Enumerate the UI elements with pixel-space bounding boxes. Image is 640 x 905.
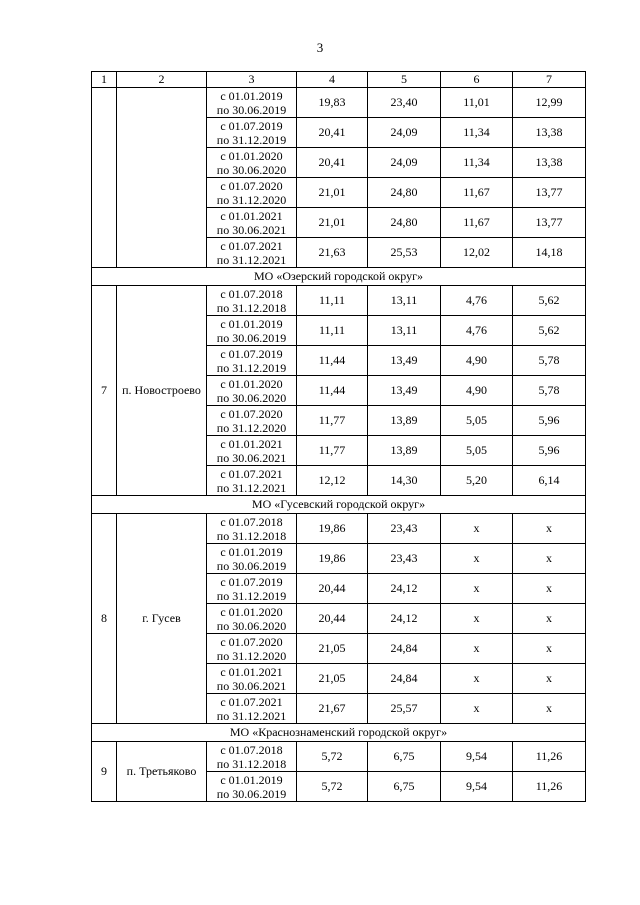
settlement-cell: п. Третьяково: [117, 742, 207, 802]
tariff-value-c7: 5,62: [513, 316, 586, 346]
mo-section-title: МО «Озерский городской округ»: [92, 268, 586, 286]
tariff-value-c6: х: [441, 544, 513, 574]
tariff-value-c7: 12,99: [513, 88, 586, 118]
period-from: с 01.07.2021: [220, 466, 283, 481]
tariff-value-c6: х: [441, 694, 513, 724]
tariff-value-c5: 24,84: [368, 634, 441, 664]
period-to: по 30.06.2020: [216, 162, 287, 177]
period-from: с 01.01.2020: [220, 148, 283, 163]
tariff-value-c7: 14,18: [513, 238, 586, 268]
period-to: по 31.12.2021: [216, 708, 287, 723]
tariff-value-c7: х: [513, 694, 586, 724]
table-row: [92, 286, 586, 316]
tariff-value-c5: 13,11: [368, 316, 441, 346]
tariff-value-c5: 23,40: [368, 88, 441, 118]
tariff-value-c5: 23,43: [368, 544, 441, 574]
tariff-value-c7: х: [513, 604, 586, 634]
tariff-value-c4: 21,05: [297, 664, 368, 694]
period-cell: [207, 664, 297, 694]
period-cell: [207, 634, 297, 664]
period-to: по 30.06.2021: [216, 222, 287, 237]
period-from: с 01.07.2020: [220, 406, 283, 421]
period-from: с 01.07.2019: [220, 118, 283, 133]
period-from: с 01.07.2020: [220, 634, 283, 649]
tariff-value-c5: 23,43: [368, 514, 441, 544]
tariff-value-c6: 11,34: [441, 148, 513, 178]
tariff-value-c6: 11,34: [441, 118, 513, 148]
table-row: [92, 514, 586, 544]
period-cell: [207, 574, 297, 604]
tariff-value-c7: 5,96: [513, 436, 586, 466]
tariff-value-c5: 6,75: [368, 742, 441, 772]
tariff-value-c4: 11,44: [297, 346, 368, 376]
tariff-value-c7: 6,14: [513, 466, 586, 496]
tariff-value-c5: 24,80: [368, 208, 441, 238]
column-header: 5: [368, 72, 441, 88]
tariff-value-c7: 13,77: [513, 178, 586, 208]
tariff-value-c4: 20,41: [297, 148, 368, 178]
period-to: по 30.06.2021: [216, 678, 287, 693]
tariff-value-c4: 11,44: [297, 376, 368, 406]
tariff-value-c6: х: [441, 574, 513, 604]
period-from: с 01.07.2020: [220, 178, 283, 193]
tariff-value-c5: 13,49: [368, 346, 441, 376]
period-to: по 31.12.2018: [216, 528, 287, 543]
period-to: по 31.12.2020: [216, 420, 287, 435]
period-cell: [207, 88, 297, 118]
tariff-value-c5: 24,12: [368, 604, 441, 634]
tariff-value-c6: 4,90: [441, 346, 513, 376]
period-cell: [207, 406, 297, 436]
tariff-value-c7: х: [513, 574, 586, 604]
tariff-value-c5: 24,84: [368, 664, 441, 694]
tariff-value-c4: 19,83: [297, 88, 368, 118]
tariff-value-c4: 21,01: [297, 178, 368, 208]
tariff-value-c6: 11,67: [441, 208, 513, 238]
tariff-value-c5: 25,57: [368, 694, 441, 724]
tariff-value-c7: 5,62: [513, 286, 586, 316]
tariff-value-c5: 13,89: [368, 406, 441, 436]
tariff-value-c7: 13,38: [513, 118, 586, 148]
column-header: 6: [441, 72, 513, 88]
tariff-value-c6: 9,54: [441, 772, 513, 802]
period-cell: [207, 118, 297, 148]
page-number: 3: [316, 40, 324, 55]
period-cell: [207, 772, 297, 802]
tariff-value-c4: 21,63: [297, 238, 368, 268]
period-from: с 01.01.2020: [220, 376, 283, 391]
period-from: с 01.01.2019: [220, 544, 283, 559]
tariff-value-c6: х: [441, 664, 513, 694]
row-number-cell: 8: [92, 514, 117, 724]
period-to: по 31.12.2020: [216, 192, 287, 207]
period-from: с 01.07.2021: [220, 238, 283, 253]
tariff-value-c7: х: [513, 544, 586, 574]
tariff-value-c4: 11,11: [297, 316, 368, 346]
period-cell: [207, 376, 297, 406]
tariff-value-c7: 13,38: [513, 148, 586, 178]
table-header-row: [92, 72, 586, 88]
tariff-value-c4: 20,44: [297, 574, 368, 604]
tariff-value-c7: 5,96: [513, 406, 586, 436]
period-from: с 01.01.2019: [220, 772, 283, 787]
tariff-value-c7: 11,26: [513, 742, 586, 772]
tariff-value-c7: 11,26: [513, 772, 586, 802]
tariff-value-c6: 9,54: [441, 742, 513, 772]
tariff-value-c7: 5,78: [513, 346, 586, 376]
period-to: по 31.12.2019: [216, 588, 287, 603]
period-to: по 31.12.2020: [216, 648, 287, 663]
tariff-value-c4: 12,12: [297, 466, 368, 496]
column-header: 7: [513, 72, 586, 88]
tariff-value-c5: 13,11: [368, 286, 441, 316]
tariff-table: [91, 71, 586, 802]
tariff-value-c4: 5,72: [297, 742, 368, 772]
period-to: по 31.12.2018: [216, 756, 287, 771]
period-to: по 30.06.2019: [216, 330, 287, 345]
period-from: с 01.01.2019: [220, 316, 283, 331]
period-cell: [207, 286, 297, 316]
tariff-value-c4: 19,86: [297, 514, 368, 544]
column-header: 1: [92, 72, 117, 88]
mo-section-row: [92, 724, 586, 742]
tariff-value-c6: 5,05: [441, 436, 513, 466]
table-row: [92, 742, 586, 772]
tariff-value-c6: 5,20: [441, 466, 513, 496]
tariff-value-c6: 12,02: [441, 238, 513, 268]
period-from: с 01.01.2020: [220, 604, 283, 619]
tariff-value-c7: х: [513, 664, 586, 694]
period-cell: [207, 148, 297, 178]
tariff-value-c6: 11,67: [441, 178, 513, 208]
tariff-value-c5: 24,12: [368, 574, 441, 604]
tariff-value-c7: х: [513, 634, 586, 664]
period-cell: [207, 316, 297, 346]
period-to: по 30.06.2019: [216, 558, 287, 573]
tariff-value-c4: 11,77: [297, 406, 368, 436]
column-header: 4: [297, 72, 368, 88]
settlement-cell: п. Новостроево: [117, 286, 207, 496]
tariff-value-c6: 5,05: [441, 406, 513, 436]
tariff-value-c7: х: [513, 514, 586, 544]
period-to: по 31.12.2021: [216, 480, 287, 495]
period-to: по 31.12.2021: [216, 252, 287, 267]
tariff-value-c6: 4,76: [441, 286, 513, 316]
period-to: по 31.12.2018: [216, 300, 287, 315]
period-cell: [207, 544, 297, 574]
tariff-value-c6: 4,90: [441, 376, 513, 406]
tariff-value-c6: 11,01: [441, 88, 513, 118]
tariff-value-c5: 25,53: [368, 238, 441, 268]
period-from: с 01.07.2018: [220, 742, 283, 757]
period-cell: [207, 346, 297, 376]
tariff-value-c4: 21,67: [297, 694, 368, 724]
period-from: с 01.07.2018: [220, 514, 283, 529]
period-cell: [207, 178, 297, 208]
period-from: с 01.07.2021: [220, 694, 283, 709]
tariff-value-c4: 20,44: [297, 604, 368, 634]
tariff-value-c5: 14,30: [368, 466, 441, 496]
period-from: с 01.07.2019: [220, 574, 283, 589]
tariff-value-c4: 11,11: [297, 286, 368, 316]
table-body: [92, 88, 586, 802]
tariff-value-c6: х: [441, 514, 513, 544]
period-cell: [207, 208, 297, 238]
period-cell: [207, 436, 297, 466]
period-cell: [207, 238, 297, 268]
period-to: по 30.06.2019: [216, 102, 287, 117]
period-from: с 01.07.2019: [220, 346, 283, 361]
period-to: по 31.12.2019: [216, 360, 287, 375]
row-number-cell: [92, 88, 117, 268]
tariff-value-c4: 5,72: [297, 772, 368, 802]
tariff-value-c5: 13,49: [368, 376, 441, 406]
tariff-value-c5: 6,75: [368, 772, 441, 802]
tariff-value-c5: 24,09: [368, 148, 441, 178]
period-cell: [207, 694, 297, 724]
table-row: [92, 88, 586, 118]
settlement-cell: г. Гусев: [117, 514, 207, 724]
row-number-cell: 7: [92, 286, 117, 496]
period-cell: [207, 514, 297, 544]
period-from: с 01.01.2021: [220, 436, 283, 451]
tariff-value-c6: 4,76: [441, 316, 513, 346]
period-cell: [207, 466, 297, 496]
settlement-cell: [117, 88, 207, 268]
tariff-value-c4: 20,41: [297, 118, 368, 148]
period-to: по 30.06.2021: [216, 450, 287, 465]
period-to: по 31.12.2019: [216, 132, 287, 147]
tariff-value-c4: 19,86: [297, 544, 368, 574]
mo-section-row: [92, 268, 586, 286]
period-to: по 30.06.2019: [216, 786, 287, 801]
column-header: 3: [207, 72, 297, 88]
period-from: с 01.07.2018: [220, 286, 283, 301]
tariff-value-c4: 11,77: [297, 436, 368, 466]
tariff-value-c7: 13,77: [513, 208, 586, 238]
tariff-value-c5: 13,89: [368, 436, 441, 466]
period-to: по 30.06.2020: [216, 618, 287, 633]
tariff-value-c5: 24,80: [368, 178, 441, 208]
tariff-value-c6: х: [441, 634, 513, 664]
mo-section-title: МО «Краснознаменский городской округ»: [92, 724, 586, 742]
period-from: с 01.01.2021: [220, 664, 283, 679]
tariff-value-c6: х: [441, 604, 513, 634]
period-to: по 30.06.2020: [216, 390, 287, 405]
tariff-value-c4: 21,01: [297, 208, 368, 238]
tariff-value-c4: 21,05: [297, 634, 368, 664]
tariff-value-c5: 24,09: [368, 118, 441, 148]
row-number-cell: 9: [92, 742, 117, 802]
tariff-value-c7: 5,78: [513, 376, 586, 406]
period-from: с 01.01.2019: [220, 88, 283, 103]
mo-section-row: [92, 496, 586, 514]
period-from: с 01.01.2021: [220, 208, 283, 223]
mo-section-title: МО «Гусевский городской округ»: [92, 496, 586, 514]
column-header: 2: [117, 72, 207, 88]
period-cell: [207, 604, 297, 634]
period-cell: [207, 742, 297, 772]
